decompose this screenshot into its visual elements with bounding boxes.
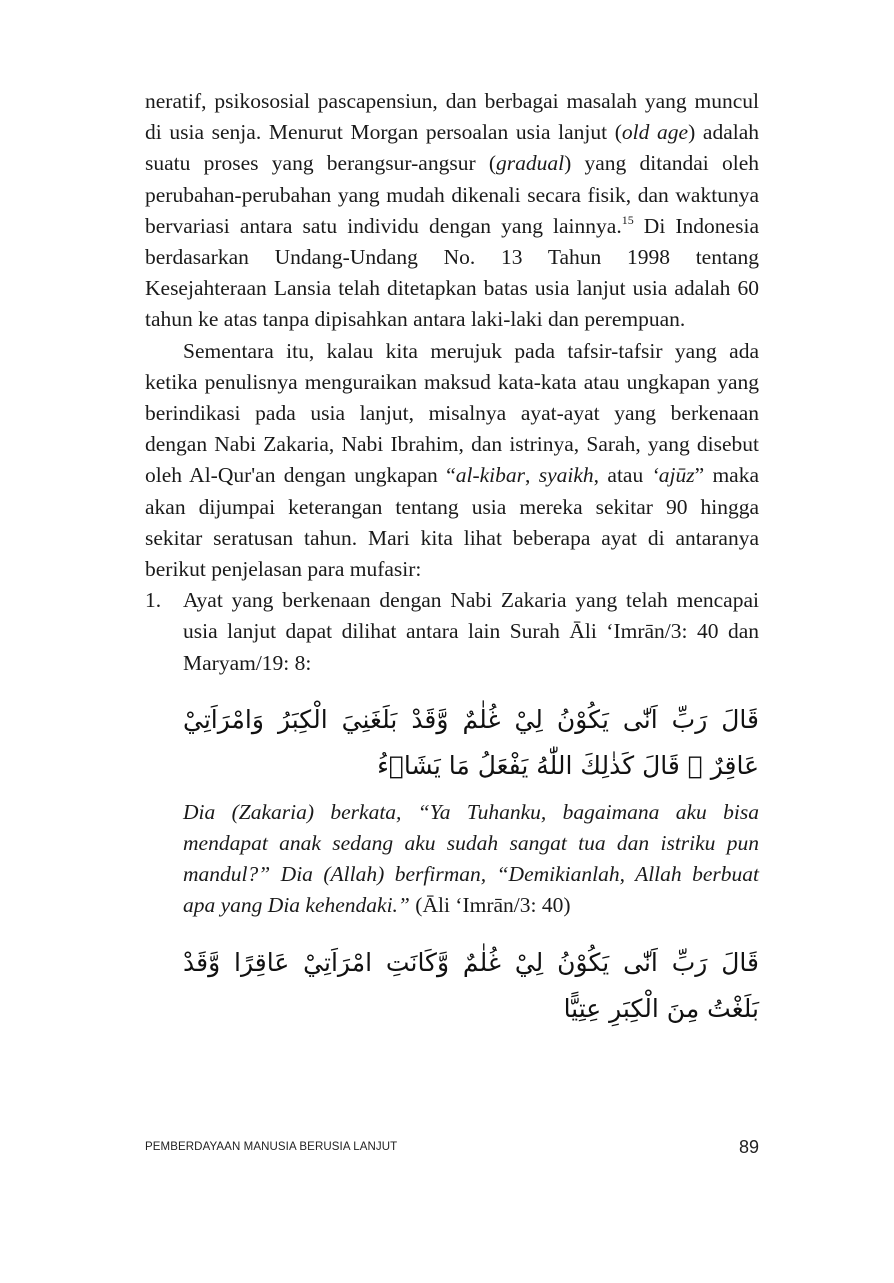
verse-1-translation-text: Dia (Zakaria) berkata, “Ya Tuhanku, bagaimana aku bisa mendapat anak sedang aku sudah sangat tua dan istriku pun mandul?” Dia (Allah) berfirman, “Demikianlah, Allah berbuat apa yang Dia kehendaki.” bbox=[183, 799, 759, 918]
term-al-kibar: al-kibar bbox=[455, 463, 525, 488]
paragraph-2-text-4: ” maka akan dijumpai keterangan tentang usia mereka sekitar 90 hingga sekitar seratusan tahun. Mari kita lihat beberapa ayat di antaranya berikut penjelasan para mufasir: bbox=[145, 463, 760, 582]
page-number: 89 bbox=[738, 1137, 759, 1157]
page-body bbox=[145, 86, 759, 1040]
footnote-ref-15[interactable]: 15 bbox=[621, 212, 634, 227]
paragraph-1-text-2: ) adalah suatu proses yang berangsur-angsur ( bbox=[145, 120, 759, 176]
term-old-age: old age bbox=[621, 120, 689, 145]
paragraph-1-text-1: neratif, psikososial pascapensiun, dan berbagai masalah yang muncul di usia senja. Menurut Morgan persoalan usia lanjut ( bbox=[145, 89, 759, 145]
term-ajuz: ‘ajūz bbox=[651, 463, 695, 488]
verse-1-translation bbox=[183, 797, 759, 922]
running-footer-title: PEMBERDAYAAN MANUSIA BERUSIA LANJUT bbox=[145, 1141, 398, 1153]
paragraph-1-text-4: Di Indonesia berdasarkan Undang-Undang No. 13 Tahun 1998 tentang Kesejahteraan Lansia telah ditetapkan batas usia lanjut usia adalah 60 tahun ke atas tanpa dipisahkan antara laki-laki dan perempuan. bbox=[145, 213, 759, 332]
term-gradual: gradual bbox=[496, 151, 565, 176]
list-item-1 bbox=[145, 585, 759, 679]
paragraph-2-text-3: , atau bbox=[593, 463, 652, 488]
arabic-verse-ali-imran-40: قَالَ رَبِّ اَنّٰى يَكُوْنُ لِيْ غُلٰمٌ وَّقَدْ بَلَغَنِيَ الْكِبَرُ وَامْرَاَتِيْ عَاقِرٌ ۗ قَالَ كَذٰلِكَ اللّٰهُ يَفْعَلُ مَا يَشَاۤءُ bbox=[183, 704, 759, 780]
paragraph-2 bbox=[145, 336, 759, 586]
list-item-text: Ayat yang berkenaan dengan Nabi Zakaria yang telah mencapai usia lanjut dapat dilihat antara lain Surah Āli ‘Imrān/3: 40 dan Maryam/19: 8: bbox=[183, 588, 759, 675]
paragraph-2-text-2: , bbox=[525, 463, 539, 488]
paragraph-2-text-1: Sementara itu, kalau kita merujuk pada tafsir-tafsir yang ada ketika penulisnya menguraikan maksud kata-kata atau ungkapan yang berindikasi pada usia lanjut, misalnya ayat-ayat yang berkenaan dengan Nabi Zakaria, Nabi Ibrahim, dan istrinya, Sarah, yang disebut oleh Al-Qur'an dengan ungkapan “ bbox=[145, 338, 759, 488]
paragraph-1 bbox=[145, 86, 759, 336]
verse-1-reference: (Āli ‘Imrān/3: 40) bbox=[409, 893, 571, 918]
term-syaikh: syaikh bbox=[538, 463, 594, 488]
list-item-number: 1. bbox=[145, 588, 162, 613]
paragraph-1-text-3: ) yang ditandai oleh perubahan-perubahan yang mudah dikenali secara fisik, dan waktunya bervariasi antara satu individu dengan yang lainnya. bbox=[145, 151, 759, 238]
arabic-verse-maryam-8: قَالَ رَبِّ اَنّٰى يَكُوْنُ لِيْ غُلٰمٌ وَّكَانَتِ امْرَاَتِيْ عَاقِرًا وَّقَدْ بَلَغْتُ مِنَ الْكِبَرِ عِتِيًّا bbox=[183, 947, 759, 1023]
